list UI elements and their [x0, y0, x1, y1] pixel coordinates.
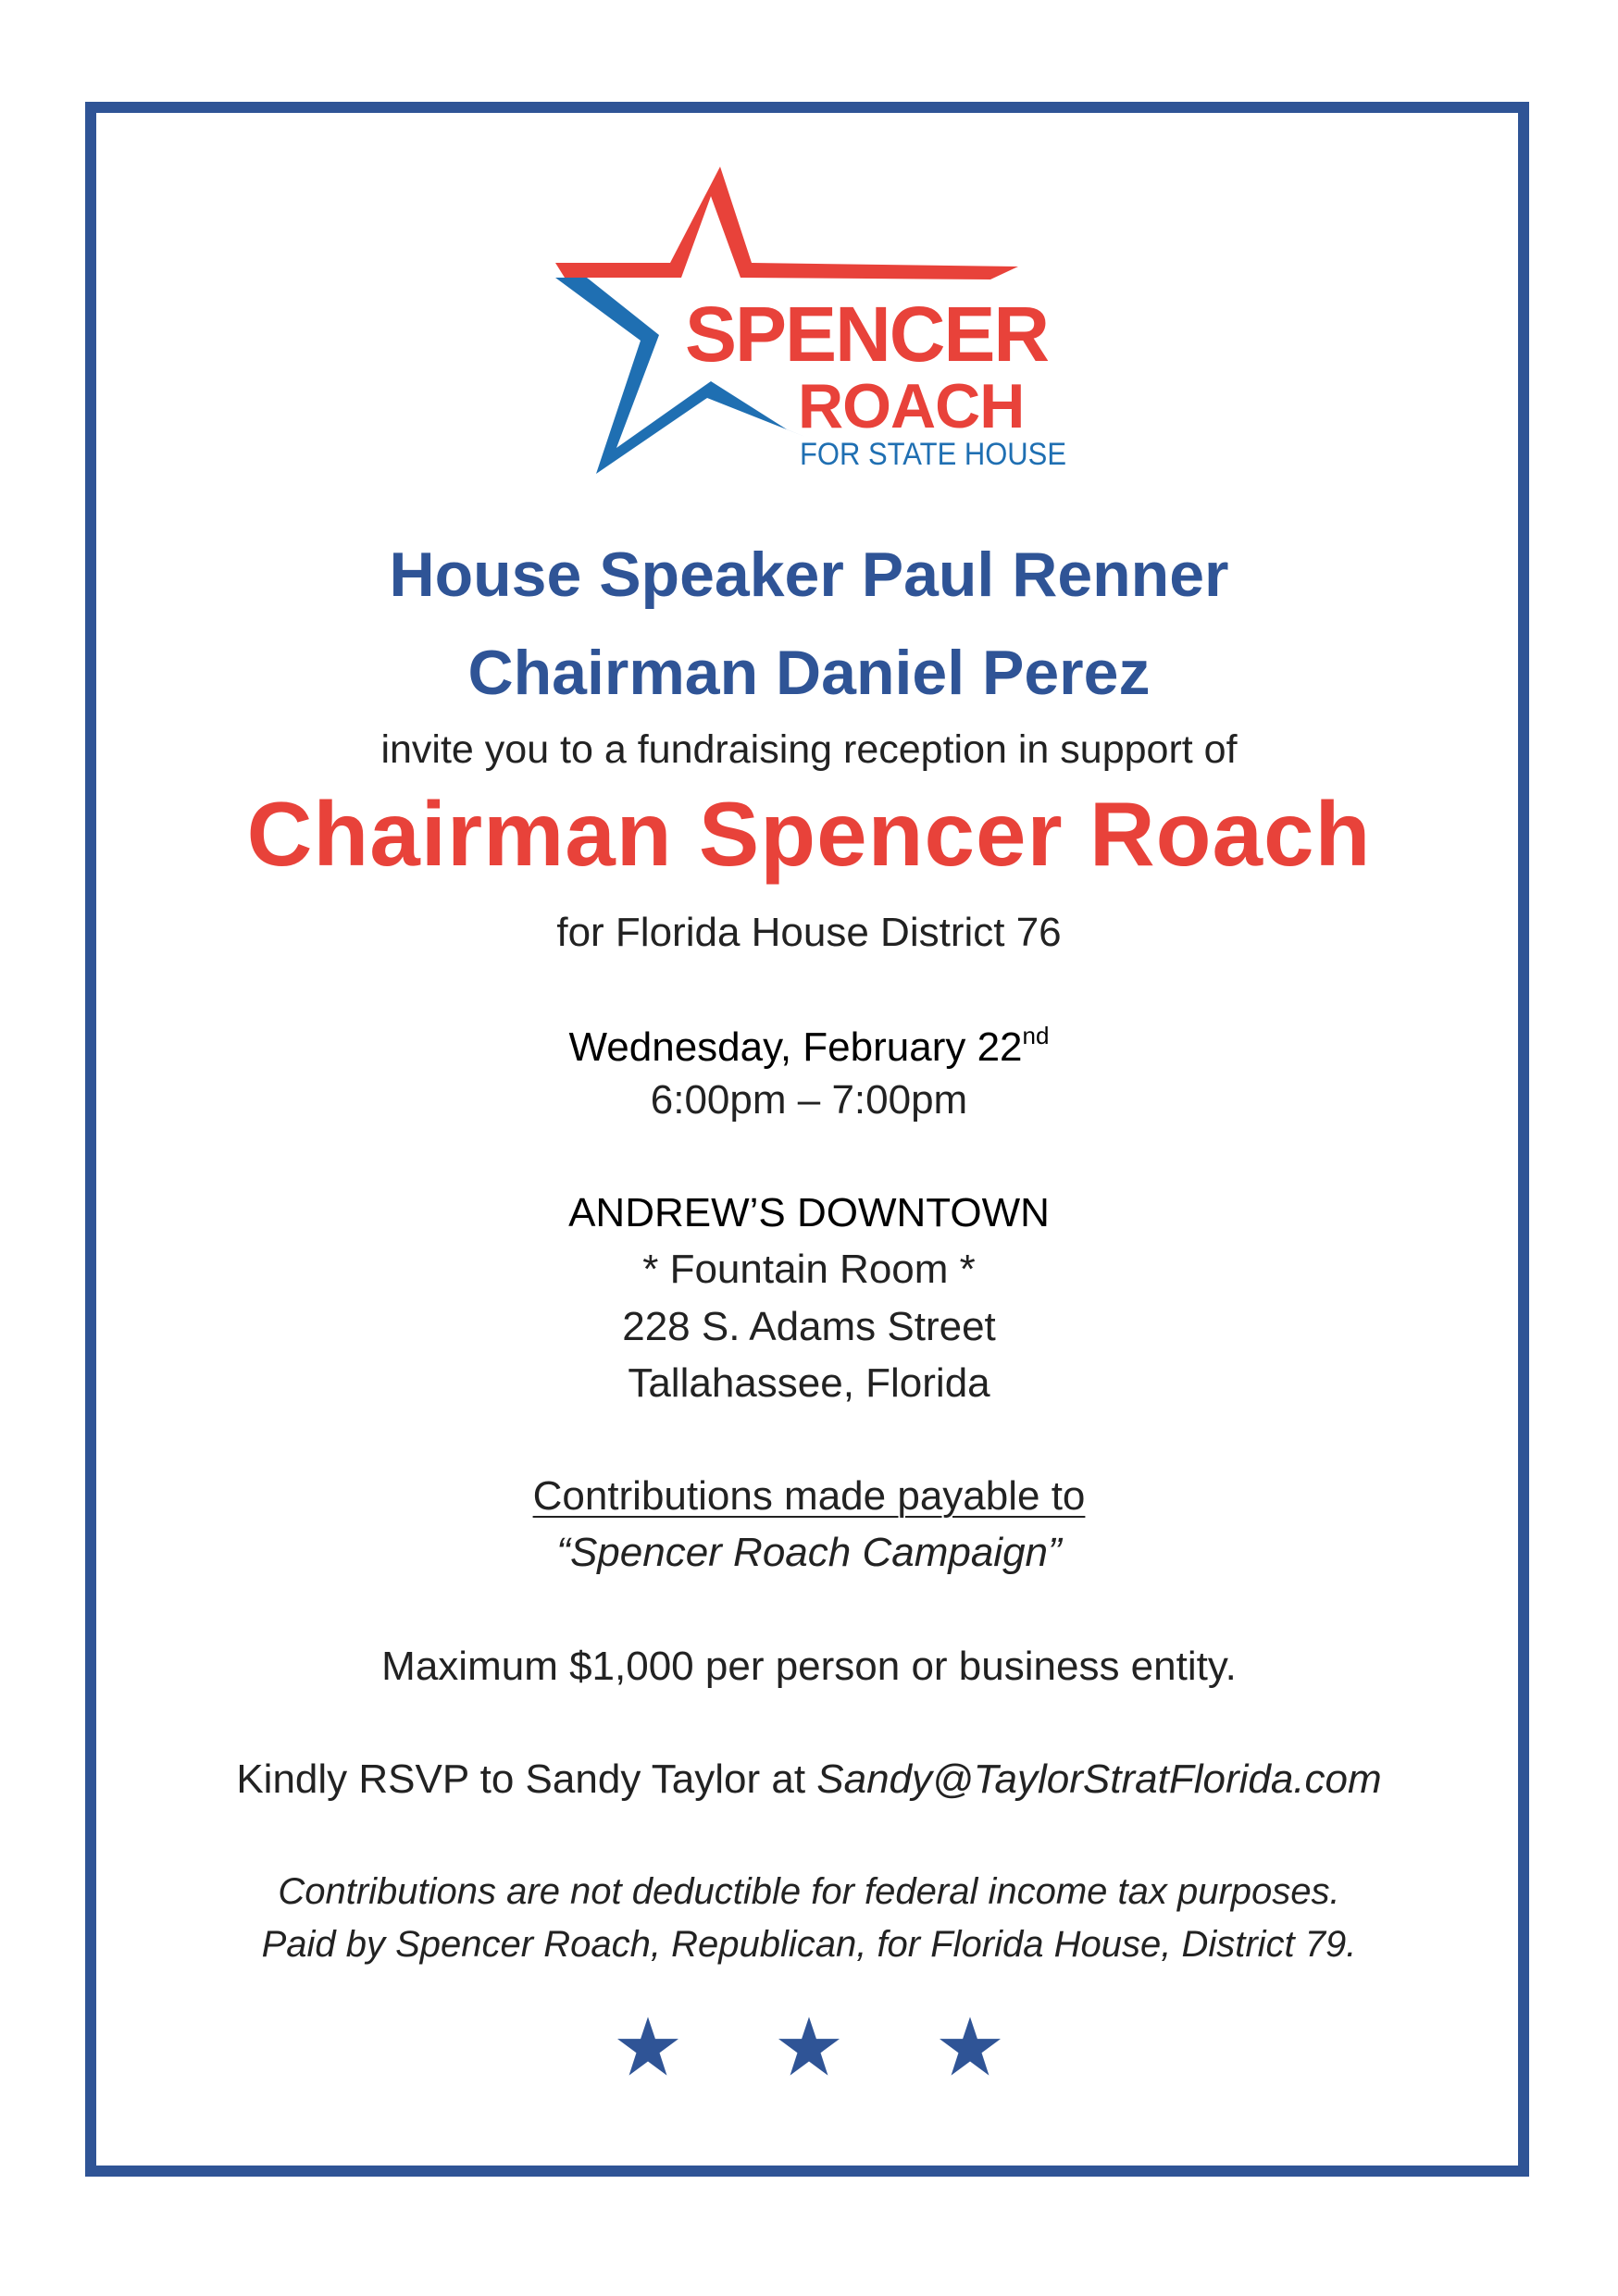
contributions-heading	[0, 1473, 1618, 1520]
campaign-logo	[555, 159, 1074, 474]
logo-line-1: SPENCER	[685, 291, 1049, 378]
event-date-text: Wednesday, February 22	[568, 1024, 1023, 1070]
logo-star-red-icon	[555, 167, 1018, 279]
venue-city: Tallahassee, Florida	[628, 1360, 990, 1406]
host-name-1: House Speaker Paul Renner	[389, 540, 1229, 610]
star-icon	[617, 2016, 678, 2077]
contributions-heading-text: Contributions made payable to	[532, 1473, 1086, 1519]
honoree-name: Chairman Spencer Roach	[246, 783, 1372, 885]
disclaimer-tax: Contributions are not deductible for federal income tax purposes.	[278, 1871, 1340, 1912]
disclaimer-paid-by: Paid by Spencer Roach, Republican, for Florida House, District 79.	[261, 1924, 1357, 1965]
star-icon	[778, 2016, 840, 2077]
event-date	[0, 1022, 1618, 1071]
venue-room: * Fountain Room *	[642, 1247, 976, 1292]
decorative-stars	[0, 2016, 1618, 2081]
invite-line: invite you to a fundraising reception in support of	[380, 727, 1238, 772]
rsvp-line	[0, 1756, 1618, 1803]
event-date-suffix: nd	[1022, 1022, 1050, 1049]
rsvp-prefix: Kindly RSVP to Sandy Taylor at	[236, 1756, 817, 1802]
district-line: for Florida House District 76	[556, 910, 1062, 955]
venue-name: ANDREW’S DOWNTOWN	[568, 1190, 1050, 1235]
event-time: 6:00pm – 7:00pm	[650, 1077, 968, 1123]
contribution-maximum: Maximum $1,000 per person or business entity.	[381, 1644, 1237, 1689]
host-name-2: Chairman Daniel Perez	[467, 638, 1151, 708]
logo-line-3: FOR STATE HOUSE	[800, 437, 1066, 472]
logo-line-2: ROACH	[798, 371, 1025, 441]
contributions-payee: “Spencer Roach Campaign”	[556, 1530, 1062, 1575]
rsvp-email-link[interactable]: Sandy@TaylorStratFlorida.com	[816, 1756, 1382, 1802]
star-icon	[940, 2016, 1001, 2077]
venue-street: 228 S. Adams Street	[622, 1304, 996, 1349]
